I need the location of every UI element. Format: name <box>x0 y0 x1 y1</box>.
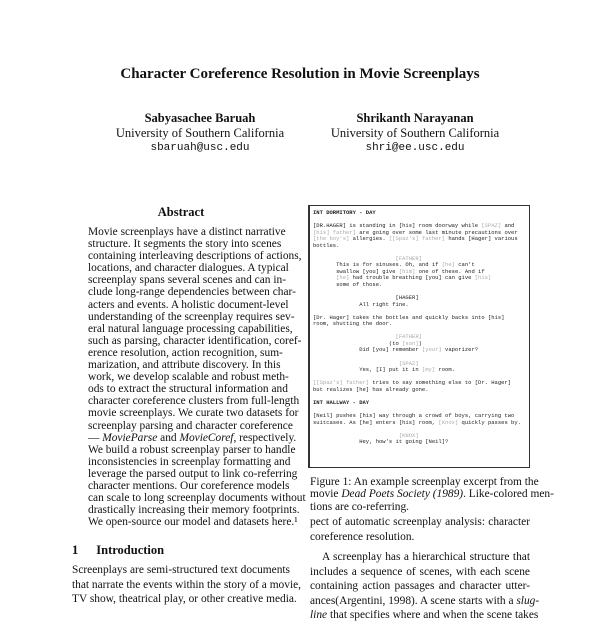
text-line: can scale to long screenplay documents without <box>88 492 306 505</box>
text-line: erence resolution, action recognition, sum- <box>88 346 283 359</box>
screenplay-text: swallow [you] give <box>313 267 399 275</box>
screenplay-text: ) <box>418 339 422 347</box>
screenplay-line <box>313 236 526 243</box>
screenplay-figure <box>308 205 530 468</box>
figure-caption <box>310 476 554 513</box>
text-line: Movie screenplays have a distinct narrative <box>88 226 286 238</box>
screenplay-text: some of those. <box>313 281 383 289</box>
screenplay-text: can't <box>454 261 475 269</box>
coref-mention: [KNOX] <box>313 431 419 439</box>
coref-mention: [SPAZ] <box>481 222 502 230</box>
text-line: We open-source our model and datasets here.¹ <box>88 516 298 529</box>
screenplay-text: [DR.HAGER] is standing in [his] room doorway while <box>313 222 482 230</box>
text-line: drastically increasing their memory footprints. <box>88 504 300 517</box>
screenplay-text: All right fine. <box>313 300 409 308</box>
author-name: Shrikanth Narayanan <box>356 111 474 125</box>
coref-mention: [FATHER] <box>313 254 422 262</box>
coref-mention: [he] <box>336 274 350 282</box>
screenplay-line <box>313 420 526 427</box>
text-line: that narrate the events within the story of a movie, <box>72 578 302 591</box>
coref-mention: [your] <box>421 346 442 354</box>
screenplay-text: [HAGER] <box>313 294 419 302</box>
coref-mention: [SPAZ] <box>313 359 419 367</box>
text-line: locations, and character dialogues. A typical <box>88 262 289 275</box>
text-line: containing interleaving descriptions of actions, <box>88 250 302 263</box>
text-line: Figure 1: An example screenplay excerpt from the <box>310 476 539 488</box>
screenplay-line <box>313 439 526 446</box>
author-2 <box>305 111 525 156</box>
coref-mention: [my] <box>421 366 436 374</box>
text-line: Screenplays are semi-structured text documents <box>72 564 290 576</box>
screenplay-text: but realizes [he] has already gone. <box>313 385 429 393</box>
coref-mention: [his] <box>474 274 492 282</box>
screenplay-text: [Dr. Hager] takes the bottles and quickly backs into [his] <box>313 313 505 321</box>
screenplay-text: [Neil] pushes [his] way through a crowd of boys, carrying two <box>313 411 515 419</box>
text-line: marization, and attribute discovery. In this <box>88 359 281 372</box>
section-title: Introduction <box>96 543 165 557</box>
screenplay-text: and <box>501 222 515 230</box>
text-line: such as parsing, character identification, coref- <box>88 334 302 347</box>
text-line: understanding of the screenplay requires sev- <box>88 310 295 323</box>
coref-mention: [[Spaz's] father] <box>313 379 370 387</box>
text-line: movie Dead Poets Society (1989). Like-colored men- <box>310 488 554 501</box>
screenplay-text: room, shutting the door. <box>313 320 393 328</box>
text-line: acters and events. A holistic document-level <box>88 298 289 311</box>
text-line: We build a robust screenplay parser to handle <box>88 443 296 456</box>
coref-mention: [him] <box>398 267 416 275</box>
text-line: coreference resolution. <box>310 530 415 543</box>
screenplay-text: Yes, [I] put it in <box>313 366 422 374</box>
section-number: 1 <box>72 543 79 557</box>
text-line: work, we develop scalable and robust meth- <box>88 371 289 384</box>
text-line: pect of automatic screenplay analysis: character <box>310 516 530 528</box>
text-line: tions are co-referring. <box>310 500 409 513</box>
abstract-heading: Abstract <box>157 205 205 219</box>
screenplay-text: quickly passes by. <box>458 418 521 426</box>
text-line: TV show, theatrical play, or other creative media. <box>72 593 297 606</box>
screenplay-text: had trouble breathing [you] can give <box>349 274 475 282</box>
screenplay-text: INT HALLWAY - DAY <box>313 398 370 406</box>
screenplay-text: suitcases. As [he] enters [his] room, <box>313 418 439 426</box>
coref-mention: [Knox] <box>438 418 459 426</box>
author-affiliation: University of Southern California <box>330 126 500 140</box>
text-line: A screenplay has a hierarchical structure that <box>322 551 530 564</box>
text-line: structure. It segments the story into scenes <box>88 238 282 251</box>
screenplay-text: one of these. And if <box>415 267 485 275</box>
author-email: shri@ee.usc.edu <box>365 142 465 154</box>
coref-mention: [he] <box>441 261 455 269</box>
screenplay-text: hands [Hager] various <box>445 235 518 243</box>
text-line: ances(Argentini, 1998). A scene starts with a slug- <box>310 594 540 607</box>
screenplay-text: vaporizer? <box>441 346 479 354</box>
text-line: character mentions. Our coreference models <box>88 479 290 492</box>
author-email: sbaruah@usc.edu <box>150 142 250 154</box>
coref-mention: [his] father] <box>313 228 356 236</box>
text-line: eral natural language processing capabilities, <box>88 322 293 335</box>
screenplay-text: Hey, how's it going [Neil]? <box>313 438 449 446</box>
text-line: inconsistencies in screenplay formatting and <box>88 455 291 468</box>
right-column-body <box>310 515 540 623</box>
text-line: ods to extract the structural information and <box>88 383 288 396</box>
text-line: screenplay spans several scenes and can in- <box>88 274 286 287</box>
screenplay-text: (to <box>313 339 403 347</box>
screenplay-text: INT DORMITORY - DAY <box>313 209 376 216</box>
author-1 <box>90 111 310 156</box>
coref-mention: [son] <box>402 339 419 347</box>
text-line: leverage the parsed output to link co-referring <box>88 467 298 480</box>
screenplay-text: Did [you] remember <box>313 346 422 354</box>
text-line: character coreference clusters from full-length <box>88 395 300 408</box>
text-line: — MovieParse and MovieCoref, respectively. <box>88 431 297 444</box>
screenplay-text: allergies. <box>349 235 389 243</box>
screenplay-text: This is for sinuses. Oh, and if <box>313 261 442 269</box>
author-affiliation: University of Southern California <box>115 126 285 140</box>
coref-mention: [the boy's] <box>313 235 350 243</box>
text-line: clude long-range dependencies between char- <box>88 286 296 299</box>
coref-mention: [FATHER] <box>313 333 422 341</box>
abstract-body <box>88 226 306 529</box>
screenplay-text: room. <box>435 366 455 374</box>
text-line: screenplay parsing and character coreference <box>88 419 293 432</box>
section-heading <box>72 543 182 558</box>
screenplay-text: are going over some last minute precautions over <box>355 228 518 236</box>
text-line: includes a sequence of scenes, with each scene <box>310 565 530 578</box>
screenplay-text: bottles. <box>313 241 340 249</box>
coref-mention: [[Spaz's] father] <box>388 235 446 243</box>
screenplay-text: tries to say something else to [Dr. Hager] <box>369 379 512 387</box>
text-line: movie screenplays. We curate two datasets for <box>88 407 299 420</box>
author-name: Sabyasachee Baruah <box>144 111 256 125</box>
paper-title: Character Coreference Resolution in Movie Screenplays <box>120 66 480 82</box>
text-line: line that specifies where and when the scene takes <box>310 609 539 622</box>
text-line: containing action passages and character utter- <box>310 580 530 593</box>
intro-body <box>72 563 302 607</box>
